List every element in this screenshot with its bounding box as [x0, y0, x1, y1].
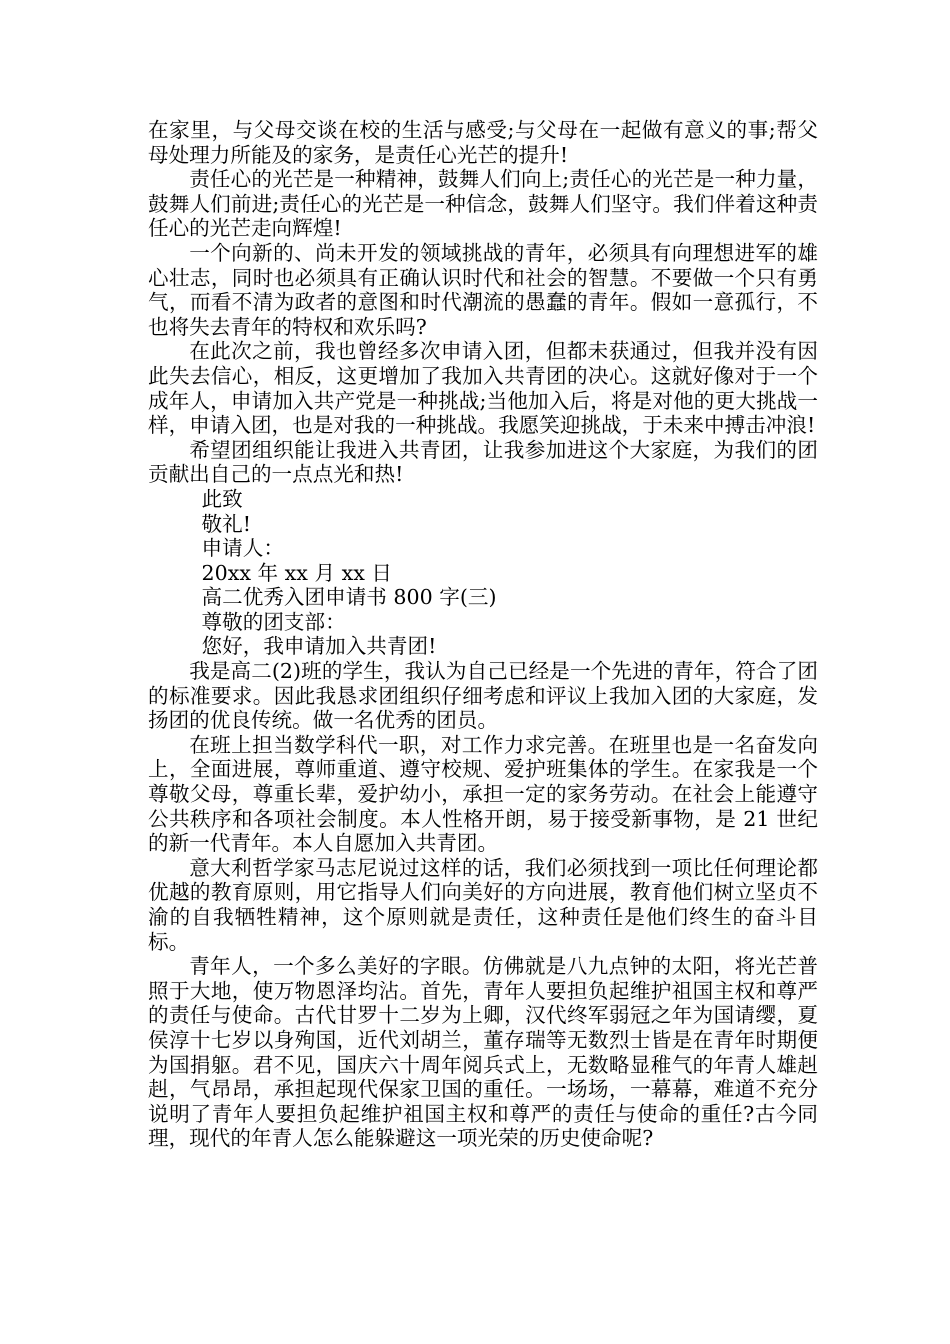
- paragraph: 在班上担当数学科代一职，对工作力求完善。在班里也是一名奋发向上，全面进展，尊师重道、遵守校规、爱护班集体的学生。在家我是一个尊敬父母，尊重长辈，爱护幼小，承担一定的家务劳动。在社会上能遵守公共秩序和各项社会制度。本人性格开朗，易于接受新事物，是 21 世纪的新一代青年。本人自愿加入共青团。: [148, 732, 818, 856]
- applicant-line: 申请人：: [201, 536, 284, 561]
- date-line: 20xx 年 xx 月 xx 日: [201, 560, 392, 585]
- paragraph: 我是高二(2)班的学生，我认为自己已经是一个先进的青年，符合了团的标准要求。因此我恳求团组织仔细考虑和评议上我加入团的大家庭，发扬团的优良传统。做一名优秀的团员。: [148, 659, 818, 733]
- paragraph: 青年人，一个多么美好的字眼。仿佛就是八九点钟的太阳，将光芒普照于大地，使万物恩泽均沾。首先，青年人要担负起维护祖国主权和尊严的责任与使命。古代甘罗十二岁为上卿，汉代终军弱冠之年为国请缨，夏侯淳十七岁以身殉国，近代刘胡兰，董存瑞等无数烈士皆是在青年时期便为国捐躯。君不见，国庆六十周年阅兵式上，无数略显稚气的年青人雄赳赳，气昂昂，承担起现代保家卫国的重任。一场场，一幕幕，难道不充分说明了青年人要担负起维护祖国主权和尊严的责任与使命的重任?古今同理，现代的年青人怎么能躲避这一项光荣的历史使命呢?: [148, 954, 818, 1151]
- salutation: 尊敬的团支部：: [201, 609, 346, 634]
- document-body: [148, 118, 818, 1151]
- section-heading: 高二优秀入团申请书 800 字(三): [201, 585, 497, 610]
- paragraph: 一个向新的、尚未开发的领域挑战的青年，必须具有向理想进军的雄心壮志，同时也必须具有正确认识时代和社会的智慧。不要做一个只有勇气，而看不清为政者的意图和时代潮流的愚蠢的青年。假如一意孤行，不也将失去青年的特权和欢乐吗?: [148, 240, 818, 339]
- paragraph: 责任心的光芒是一种精神，鼓舞人们向上;责任心的光芒是一种力量，鼓舞人们前进;责任心的光芒是一种信念，鼓舞人们坚守。我们伴着这种责任心的光芒走向辉煌!: [148, 167, 818, 241]
- paragraph-continuation: 在家里，与父母交谈在校的生活与感受;与父母在一起做有意义的事;帮父母处理力所能及的家务，是责任心光芒的提升!: [148, 118, 818, 167]
- greeting-line: 您好，我申请加入共青团!: [201, 634, 437, 659]
- closing-line: 此致: [201, 486, 243, 511]
- paragraph: 在此次之前，我也曾经多次申请入团，但都未获通过，但我并没有因此失去信心，相反，这更增加了我加入共青团的决心。这就好像对于一个成年人，申请加入共产党是一种挑战;当他加入后，将是对他的更大挑战一样，申请入团，也是对我的一种挑战。我愿笑迎挑战，于未来中搏击冲浪!: [148, 339, 818, 438]
- closing-line: 敬礼!: [201, 511, 252, 536]
- paragraph: 意大利哲学家马志尼说过这样的话，我们必须找到一项比任何理论都优越的教育原则，用它指导人们向美好的方向进展，教育他们树立坚贞不渝的自我牺牲精神，这个原则就是责任，这种责任是他们终生的奋斗目标。: [148, 855, 818, 954]
- paragraph: 希望团组织能让我进入共青团，让我参加进这个大家庭，为我们的团贡献出自己的一点点光和热!: [148, 437, 818, 487]
